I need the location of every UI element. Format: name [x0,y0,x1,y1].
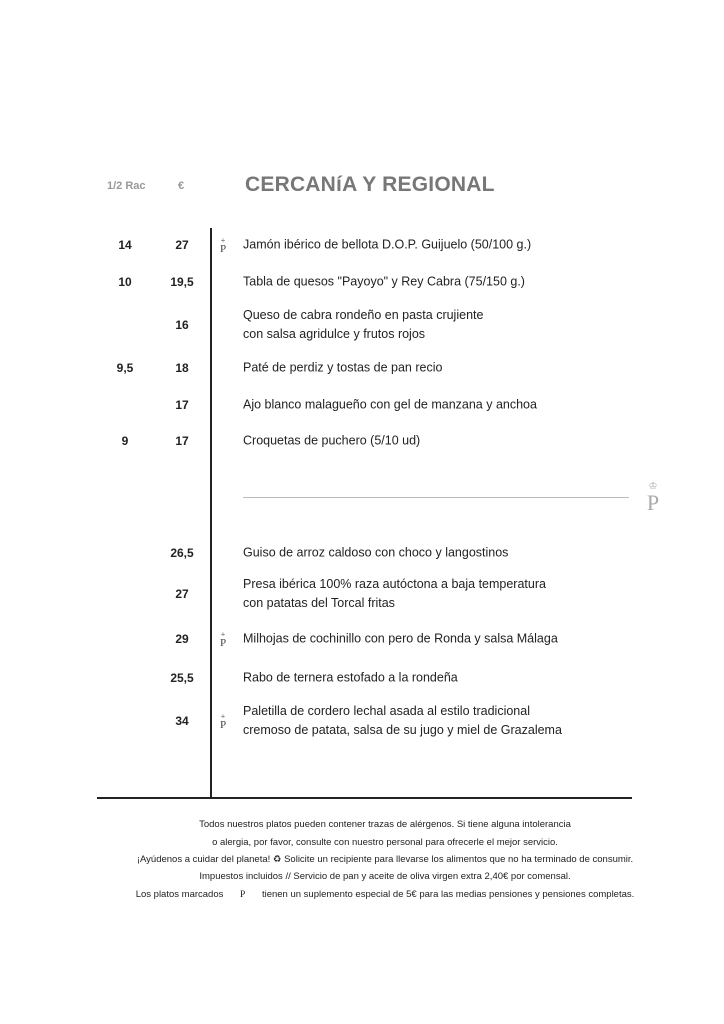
price: 17 [175,434,189,448]
dish-line: Jamón ibérico de bellota D.O.P. Guijuelo (50/100 g.) [243,237,532,252]
footer-line: o alergia, por favor, consulte con nuestro personal para ofrecerle el mejor servicio. [212,837,558,848]
dish-line: Queso de cabra rondeño en pasta crujiente [243,308,484,322]
footer-line: Todos nuestros platos pueden contener trazas de alérgenos. Si tiene alguna intolerancia [199,819,571,830]
dish-description [243,306,483,344]
price: 19,5 [170,275,194,289]
dish-line: con patatas del Torcal fritas [243,596,395,610]
supplement-mark-icon: P [240,890,246,900]
dish-line: Croquetas de puchero (5/10 ud) [243,433,421,448]
dish-description [243,432,420,451]
footer-line: ¡Ayúdenos a cuidar del planeta! ♻ Solicite un recipiente para llevarse los alimentos que no ha terminado de consumir. [136,854,634,865]
price: 17 [175,398,189,412]
dish-description [243,544,508,563]
dish-description [243,359,442,378]
half-ration-price: 10 [118,275,132,289]
half-ration-price: 14 [118,238,132,252]
supplement-mark-icon: + P [220,630,227,649]
half-ration-header: 1/2 Rac [107,180,146,192]
footer-line: Impuestos incluidos // Servicio de pan y aceite de oliva virgen extra 2,40€ por comensal. [199,871,571,882]
footer-line: Los platos marcados P tienen un suplemento especial de 5€ para las medias pensiones y pensiones completas. [135,889,635,900]
dish-description [243,236,531,255]
dish-line: Tabla de quesos "Payoyo" y Rey Cabra (75/150 g.) [243,274,525,289]
dish-description [243,630,558,649]
dish-description [243,273,525,292]
section-title: CERCANíA Y REGIONAL [245,173,495,196]
recycle-icon: ♻ [272,854,282,865]
bottom-rule [97,797,632,799]
price: 29 [175,632,189,646]
price: 18 [175,361,189,375]
price: 27 [175,238,189,252]
crown-icon: ♔ [648,481,658,492]
dish-description [243,702,562,740]
dish-line: Milhojas de cochinillo con pero de Ronda y salsa Málaga [243,631,558,646]
dish-description [243,575,546,613]
half-ration-price: 9,5 [116,361,134,375]
supplement-mark-icon: + P [220,712,227,731]
price: 16 [175,318,189,332]
price-header: € [178,180,185,192]
crown-p-logo: ♔ P [641,482,665,514]
price: 25,5 [170,671,194,685]
price: 26,5 [170,546,194,560]
dish-line: Presa ibérica 100% raza autóctona a baja temperatura [243,577,546,591]
dish-line: Guiso de arroz caldoso con choco y langostinos [243,545,509,560]
dish-line: cremoso de patata, salsa de su jugo y miel de Grazalema [243,723,562,737]
supplement-mark-icon: + P [220,236,227,255]
price: 27 [175,587,189,601]
dish-line: con salsa agridulce y frutos rojos [243,327,426,341]
dish-description [243,669,458,688]
dish-line: Paté de perdiz y tostas de pan recio [243,360,443,375]
dish-line: Rabo de ternera estofado a la rondeña [243,670,458,685]
half-ration-price: 9 [121,434,129,448]
section-separator [243,497,629,498]
dish-line: Paletilla de cordero lechal asada al estilo tradicional [243,704,530,718]
dish-line: Ajo blanco malagueño con gel de manzana y anchoa [243,397,537,412]
price: 34 [175,714,189,728]
dish-description [243,396,537,415]
